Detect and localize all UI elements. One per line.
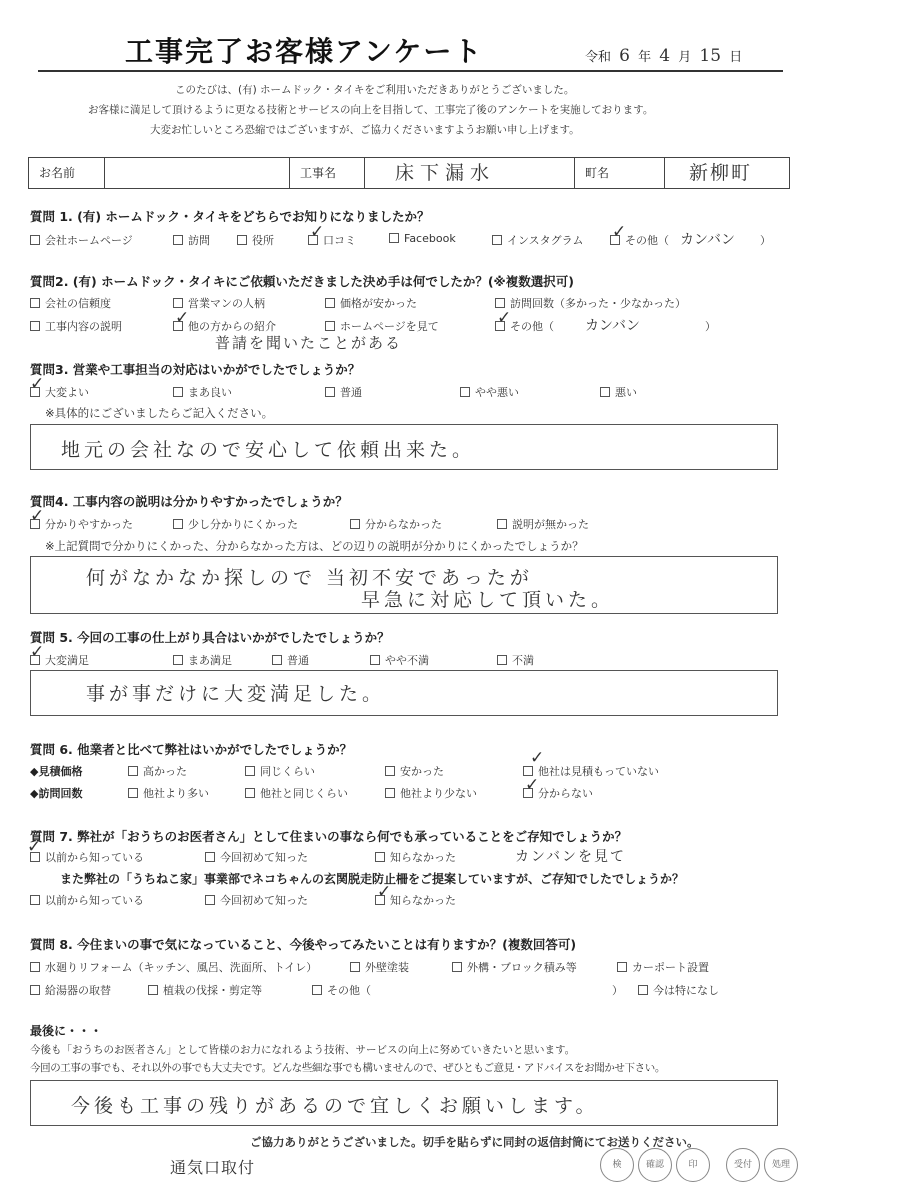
radio[interactable]	[460, 387, 470, 397]
q3-option[interactable]: 悪い	[600, 384, 637, 400]
q1-other-value[interactable]: カンバン	[680, 232, 736, 248]
title-divider	[38, 70, 783, 72]
radio[interactable]	[30, 895, 40, 905]
q4-answer-box[interactable]	[30, 556, 778, 614]
q6-price-option[interactable]: 同じくらい	[245, 763, 315, 779]
check-mark-icon: ✓	[377, 882, 392, 902]
q7-sub-option[interactable]: 今回初めて知った	[205, 892, 308, 908]
check-mark-icon: ✓	[27, 837, 42, 857]
check-mark-icon: ✓	[530, 748, 545, 768]
check-mark-icon: ✓	[30, 374, 45, 394]
q2-option[interactable]: 工事内容の説明	[30, 318, 122, 334]
q7-option[interactable]: 今回初めて知った	[205, 849, 308, 865]
q7-option[interactable]: 知らなかった	[375, 849, 456, 865]
q6-visits-option-checked[interactable]: 分からない	[523, 785, 593, 801]
name-field[interactable]	[104, 158, 289, 188]
radio[interactable]	[205, 852, 215, 862]
q8-option[interactable]: 植栽の伐採・剪定等	[148, 982, 262, 998]
intro-line-3: 大変お忙しいところ恐縮ではございますが、ご協力くださいますようお願い申し上げます。	[150, 124, 580, 136]
q4-answer-line-1: 何がなかなか探しので 当初不安であったが	[86, 567, 533, 589]
radio[interactable]	[245, 766, 255, 776]
check-mark-icon: ✓	[175, 308, 190, 328]
radio[interactable]	[385, 766, 395, 776]
q1-option-other[interactable]: その他（	[610, 232, 669, 248]
page-title: 工事完了お客様アンケート	[125, 35, 484, 68]
checkbox[interactable]	[350, 962, 360, 972]
radio[interactable]	[497, 519, 507, 529]
q4-answer-line-2: 早急に対応して頂いた。	[361, 589, 615, 611]
name-label: お名前	[39, 166, 76, 180]
radio[interactable]	[128, 766, 138, 776]
q2-option[interactable]: 会社の信頼度	[30, 295, 111, 311]
radio[interactable]	[128, 788, 138, 798]
q2-other-value[interactable]: カンバン	[585, 318, 641, 334]
q2-option[interactable]: 訪問回数（多かった・少なかった）	[495, 295, 686, 311]
q7-sub-option[interactable]: 以前から知っている	[30, 892, 144, 908]
q3-option[interactable]: やや悪い	[460, 384, 519, 400]
checkbox[interactable]	[389, 233, 399, 243]
checkbox[interactable]	[30, 298, 40, 308]
check-mark-icon: ✓	[612, 222, 627, 242]
q8-option[interactable]: 外壁塗装	[350, 959, 409, 975]
checkbox[interactable]	[325, 321, 335, 331]
bottom-handwritten-note: 通気口取付	[170, 1158, 256, 1177]
q5-option-checked[interactable]: 大変満足	[30, 652, 89, 668]
check-mark-icon: ✓	[30, 642, 45, 662]
q6-visits-option[interactable]: 他社と同じくらい	[245, 785, 348, 801]
q7-sub-option-checked[interactable]: 知らなかった	[375, 892, 456, 908]
q7-option-checked[interactable]: 以前から知っている	[30, 849, 144, 865]
town-label: 町名	[574, 158, 664, 188]
q8-option[interactable]: 水廻りリフォーム（キッチン、風呂、洗面所、トイレ）	[30, 959, 317, 975]
checkbox[interactable]	[325, 298, 335, 308]
checkbox[interactable]	[638, 985, 648, 995]
radio[interactable]	[325, 387, 335, 397]
date-year-label: 年	[638, 50, 652, 65]
q3-note: ※具体的にございましたらご記入ください。	[45, 406, 274, 420]
q8-other-close: ）	[612, 984, 623, 997]
checkbox[interactable]	[173, 298, 183, 308]
q6-price-option[interactable]: 高かった	[128, 763, 187, 779]
q8-option[interactable]: 給湯器の取替	[30, 982, 111, 998]
intro-line-2: お客様に満足して頂けるように更なる技術とサービスの向上を目指して、工事完了後のアンケートを実施しております。	[88, 104, 654, 116]
q8-option[interactable]: 今は特になし	[638, 982, 719, 998]
closing-answer: 今後も工事の残りがあるので宜しくお願いします。	[71, 1095, 599, 1117]
q2-other-close: ）	[705, 320, 716, 333]
work-field[interactable]: 床下漏水	[364, 158, 574, 188]
date-month-label: 月	[678, 50, 692, 65]
stamp-3: 印	[676, 1148, 710, 1182]
checkbox[interactable]	[312, 985, 322, 995]
q2-option[interactable]: 価格が安かった	[325, 295, 417, 311]
closing-line-2: 今回の工事の事でも、それ以外の事でも大丈夫です。どんな些細な事でも構いませんので、ぜひともご意見・アドバイスをお聞かせ下さい。	[30, 1062, 665, 1074]
checkbox[interactable]	[492, 235, 502, 245]
q3-option-checked[interactable]: 大変よい	[30, 384, 89, 400]
radio[interactable]	[272, 655, 282, 665]
stamp-5: 処理	[764, 1148, 798, 1182]
q1-option[interactable]: インスタグラム	[492, 232, 584, 248]
q2-title: 質問2. (有) ホームドック・タイキにご依頼いただきました決め手は何でしたか？(※複数選択可)	[30, 274, 574, 289]
check-mark-icon: ✓	[525, 775, 540, 795]
checkbox[interactable]	[30, 985, 40, 995]
q3-option[interactable]: まあ良い	[173, 384, 232, 400]
q1-option[interactable]: 会社ホームページ	[30, 232, 133, 248]
q4-option[interactable]: 説明が無かった	[497, 516, 589, 532]
q5-option[interactable]: 不満	[497, 652, 534, 668]
closing-line-1: 今後も「おうちのお医者さん」として皆様のお力になれるよう技術、サービスの向上に努めていきたいと思います。	[30, 1044, 576, 1056]
radio[interactable]	[497, 655, 507, 665]
stamp-4: 受付	[726, 1148, 760, 1182]
q4-title: 質問4. 工事内容の説明は分かりやすかったでしょうか？	[30, 494, 348, 509]
q5-answer-box[interactable]	[30, 670, 778, 716]
checkbox[interactable]	[148, 985, 158, 995]
work-label: 工事名	[289, 158, 364, 188]
survey-date	[585, 46, 785, 66]
q5-answer: 事が事だけに大変満足した。	[86, 683, 386, 705]
radio[interactable]	[370, 655, 380, 665]
q3-answer-box[interactable]	[30, 424, 778, 470]
q5-option[interactable]: 普通	[272, 652, 309, 668]
checkbox[interactable]	[30, 962, 40, 972]
customer-info-row	[28, 157, 790, 189]
checkbox[interactable]	[30, 321, 40, 331]
q5-title: 質問 5. 今回の工事の仕上がり具合はいかがでしたでしょうか？	[30, 630, 390, 645]
radio[interactable]	[173, 519, 183, 529]
q8-title: 質問 8. 今住まいの事で気になっていること、今後やってみたいことは有りますか？(複数回答可)	[30, 937, 577, 952]
check-mark-icon: ✓	[497, 308, 512, 328]
q2-option-other[interactable]: その他（	[495, 318, 554, 334]
q2-handwritten-note: 普請を聞いたことがある	[215, 334, 403, 352]
q1-option[interactable]: 役所	[237, 232, 274, 248]
q4-note: ※上記質問で分かりにくかった、分からなかった方は、どの辺りの説明が分かりにくかったでしょうか？	[45, 539, 584, 553]
date-month[interactable]: 4	[659, 46, 671, 66]
q4-option[interactable]: 分からなかった	[350, 516, 442, 532]
checkbox[interactable]	[495, 298, 505, 308]
check-mark-icon: ✓	[30, 506, 45, 526]
stamp-2: 確認	[638, 1148, 672, 1182]
closing-answer-box[interactable]	[30, 1080, 778, 1126]
q2-option[interactable]: 営業マンの人柄	[173, 295, 265, 311]
q6-price-option-checked[interactable]: 他社は見積もっていない	[523, 763, 659, 779]
q8-option[interactable]: カーポート設置	[617, 959, 709, 975]
checkbox[interactable]	[452, 962, 462, 972]
q8-option[interactable]: 外構・ブロック積み等	[452, 959, 577, 975]
q3-option[interactable]: 普通	[325, 384, 362, 400]
radio[interactable]	[205, 895, 215, 905]
date-day-label: 日	[729, 50, 743, 65]
q7-sub-title: また弊社の「うちねこ家」事業部でネコちゃんの玄関脱走防止柵をご提案していますが、ご存知でしたでしょうか？	[60, 872, 685, 886]
date-year[interactable]: 6	[619, 46, 630, 66]
checkbox[interactable]	[617, 962, 627, 972]
q3-title: 質問3. 営業や工事担当の対応はいかがでしたでしょうか？	[30, 362, 361, 377]
q5-option[interactable]: やや不満	[370, 652, 429, 668]
radio[interactable]	[173, 655, 183, 665]
q8-option-other[interactable]: その他（	[312, 982, 371, 998]
q2-option[interactable]: ホームページを見て	[325, 318, 439, 334]
q4-option[interactable]: 少し分かりにくかった	[173, 516, 298, 532]
q4-option-checked[interactable]: 分かりやすかった	[30, 516, 133, 532]
q6-visits-option[interactable]: 他社より多い	[128, 785, 209, 801]
q1-other-close: ）	[760, 234, 771, 247]
q7-handwritten-note: カンバンを見て	[515, 849, 627, 865]
radio[interactable]	[245, 788, 255, 798]
intro-line-1: このたびは、(有) ホームドック・タイキをご利用いただきありがとうございました。	[175, 84, 575, 96]
checkbox[interactable]	[173, 235, 183, 245]
date-day[interactable]: 15	[699, 46, 722, 66]
checkbox[interactable]	[30, 235, 40, 245]
q1-option-checked[interactable]: 口コミ	[308, 232, 356, 248]
q6-price-option[interactable]: 安かった	[385, 763, 444, 779]
q2-option-checked[interactable]: 他の方からの紹介	[173, 318, 276, 334]
radio[interactable]	[350, 519, 360, 529]
q1-option[interactable]: 訪問	[173, 232, 210, 248]
q7-title: 質問 7. 弊社が「おうちのお医者さん」として住まいの事なら何でも承っていることをご存知でしょうか？	[30, 829, 628, 844]
q1-option[interactable]: Facebook	[389, 232, 456, 245]
town-field[interactable]: 新柳町	[664, 158, 789, 188]
closing-thanks: ご協力ありがとうございました。切手を貼らずに同封の返信封筒にてお送りください。	[250, 1135, 699, 1149]
radio[interactable]	[375, 852, 385, 862]
q6-price-label: ◆見積価格	[30, 765, 83, 778]
check-mark-icon: ✓	[310, 222, 325, 242]
radio[interactable]	[600, 387, 610, 397]
q5-option[interactable]: まあ満足	[173, 652, 232, 668]
q6-title: 質問 6. 他業者と比べて弊社はいかがでしたでしょうか？	[30, 742, 353, 757]
checkbox[interactable]	[237, 235, 247, 245]
radio[interactable]	[173, 387, 183, 397]
q6-visits-option[interactable]: 他社より少ない	[385, 785, 477, 801]
q6-visits-label: ◆訪問回数	[30, 787, 83, 800]
q1-title: 質問 1. (有) ホームドック・タイキをどちらでお知りになりましたか？	[30, 209, 430, 224]
radio[interactable]	[385, 788, 395, 798]
stamp-1: 検	[600, 1148, 634, 1182]
date-era: 令和	[585, 50, 612, 65]
q3-answer: 地元の会社なので安心して依頼出来た。	[61, 439, 476, 461]
closing-title: 最後に・・・	[30, 1024, 103, 1038]
